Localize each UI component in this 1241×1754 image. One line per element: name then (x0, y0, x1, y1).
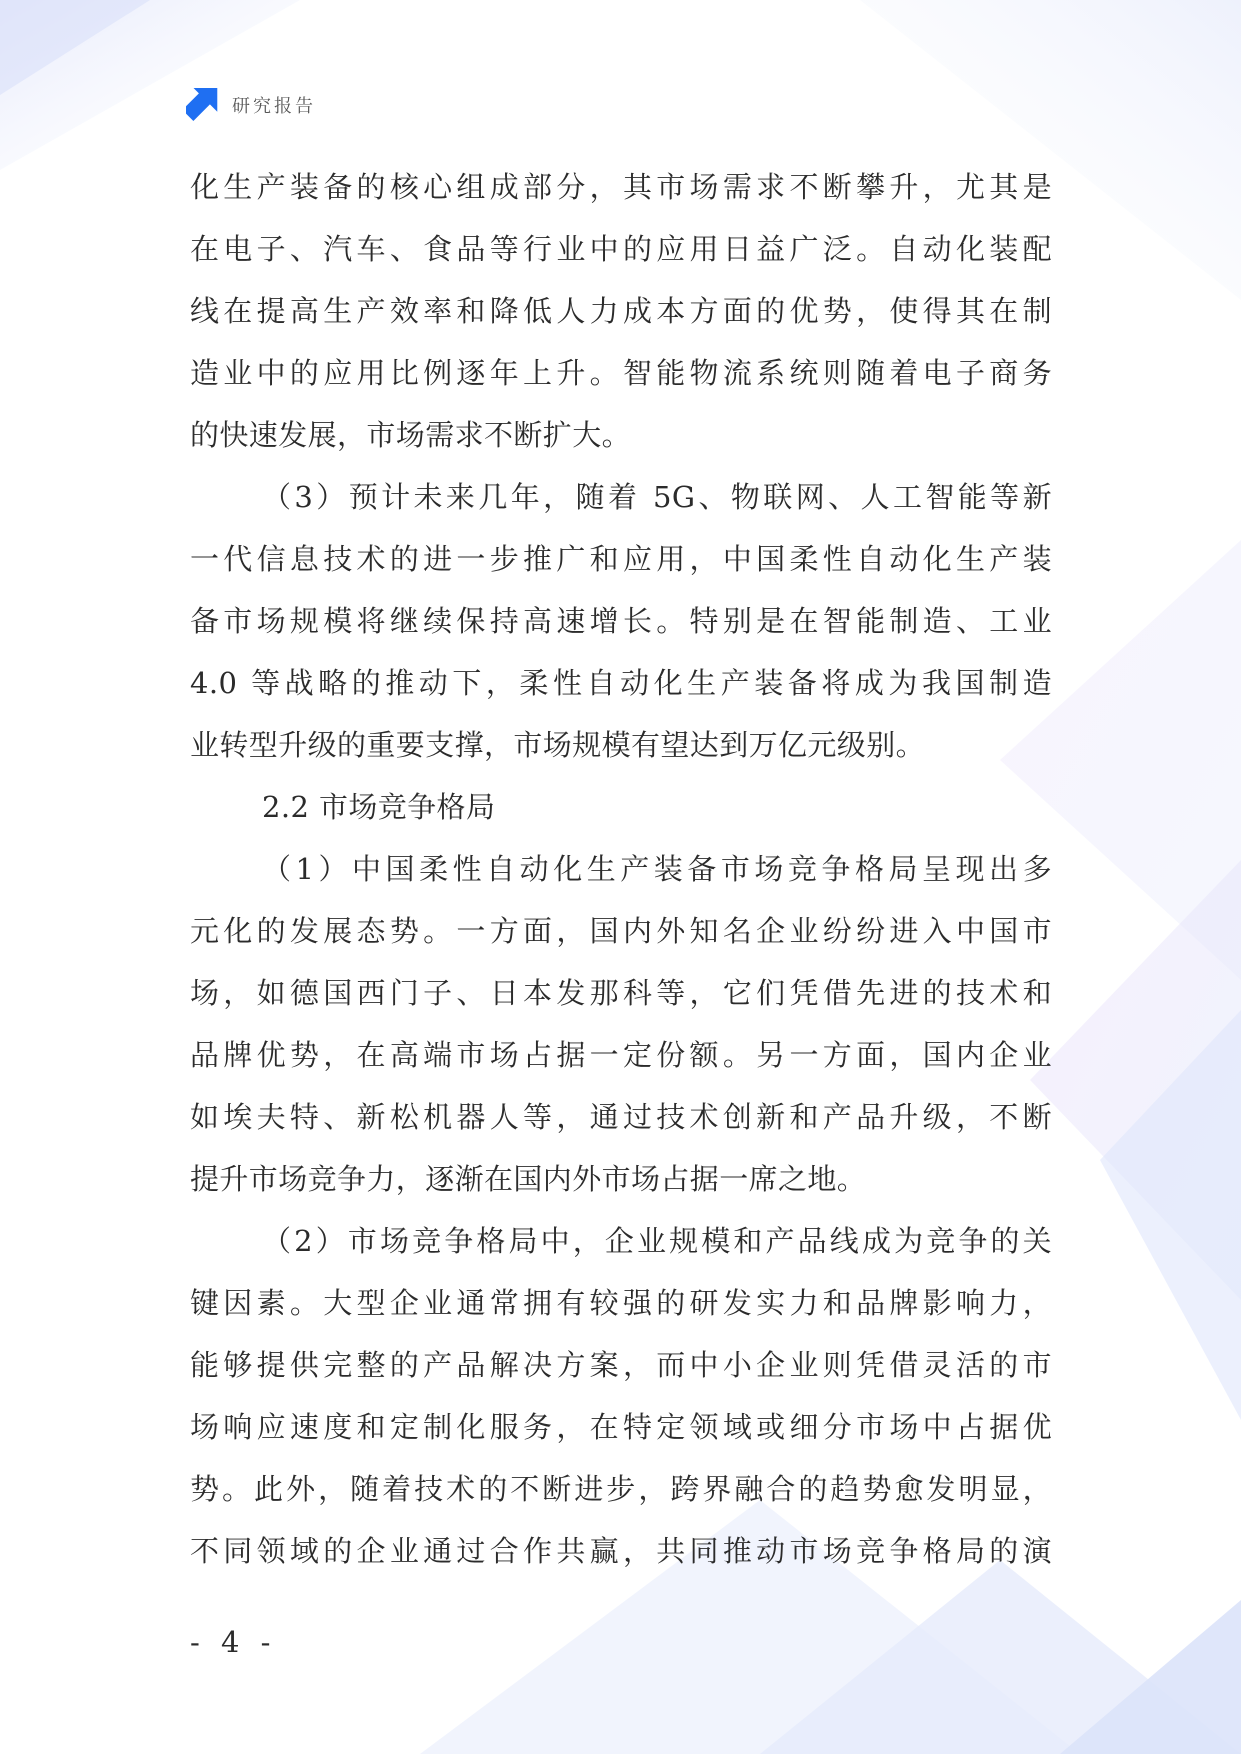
arrow-logo-icon (186, 88, 220, 122)
text-line: 造业中的应用比例逐年上升。智能物流系统则随着电子商务 (190, 356, 1052, 390)
header-title: 研究报告 (232, 96, 316, 117)
text-line: 场响应速度和定制化服务，在特定领域或细分市场中占据优 (190, 1410, 1052, 1444)
text-line: 能够提供完整的产品解决方案，而中小企业则凭借灵活的市 (190, 1348, 1052, 1382)
paragraph-2-start: （2）市场竞争格局中，企业规模和产品线成为竞争的关 (262, 1224, 1052, 1258)
text-line: 不同领域的企业通过合作共赢，共同推动市场竞争格局的演 (190, 1534, 1052, 1568)
text-line: 品牌优势，在高端市场占据一定份额。另一方面，国内企业 (190, 1038, 1052, 1072)
document-body (190, 156, 1052, 1582)
paragraph-3-start: （3）预计未来几年，随着 5G、物联网、人工智能等新 (262, 480, 1052, 514)
text-line: 场，如德国西门子、日本发那科等，它们凭借先进的技术和 (190, 976, 1052, 1010)
paragraph-1-start: （1）中国柔性自动化生产装备市场竞争格局呈现出多 (262, 852, 1052, 886)
text-line: 键因素。大型企业通常拥有较强的研发实力和品牌影响力， (190, 1286, 1052, 1320)
report-header (186, 88, 316, 122)
text-line: 4.0 等战略的推动下，柔性自动化生产装备将成为我国制造 (190, 666, 1052, 700)
text-line: 如埃夫特、新松机器人等，通过技术创新和产品升级，不断 (190, 1100, 1052, 1134)
text-line: 一代信息技术的进一步推广和应用，中国柔性自动化生产装 (190, 542, 1052, 576)
text-line: 提升市场竞争力，逐渐在国内外市场占据一席之地。 (190, 1162, 867, 1196)
text-line: 元化的发展态势。一方面，国内外知名企业纷纷进入中国市 (190, 914, 1052, 948)
text-line: 备市场规模将继续保持高速增长。特别是在智能制造、工业 (190, 604, 1052, 638)
section-heading: 2.2 市场竞争格局 (262, 790, 496, 824)
page-number: - 4 - (190, 1625, 277, 1659)
text-line: 化生产装备的核心组成部分，其市场需求不断攀升，尤其是 (190, 170, 1052, 204)
text-line: 势。此外，随着技术的不断进步，跨界融合的趋势愈发明显， (190, 1472, 1052, 1506)
text-line: 在电子、汽车、食品等行业中的应用日益广泛。自动化装配 (190, 232, 1052, 266)
text-line: 业转型升级的重要支撑，市场规模有望达到万亿元级别。 (190, 728, 926, 762)
text-line: 的快速发展，市场需求不断扩大。 (190, 418, 632, 452)
text-line: 线在提高生产效率和降低人力成本方面的优势，使得其在制 (190, 294, 1052, 328)
